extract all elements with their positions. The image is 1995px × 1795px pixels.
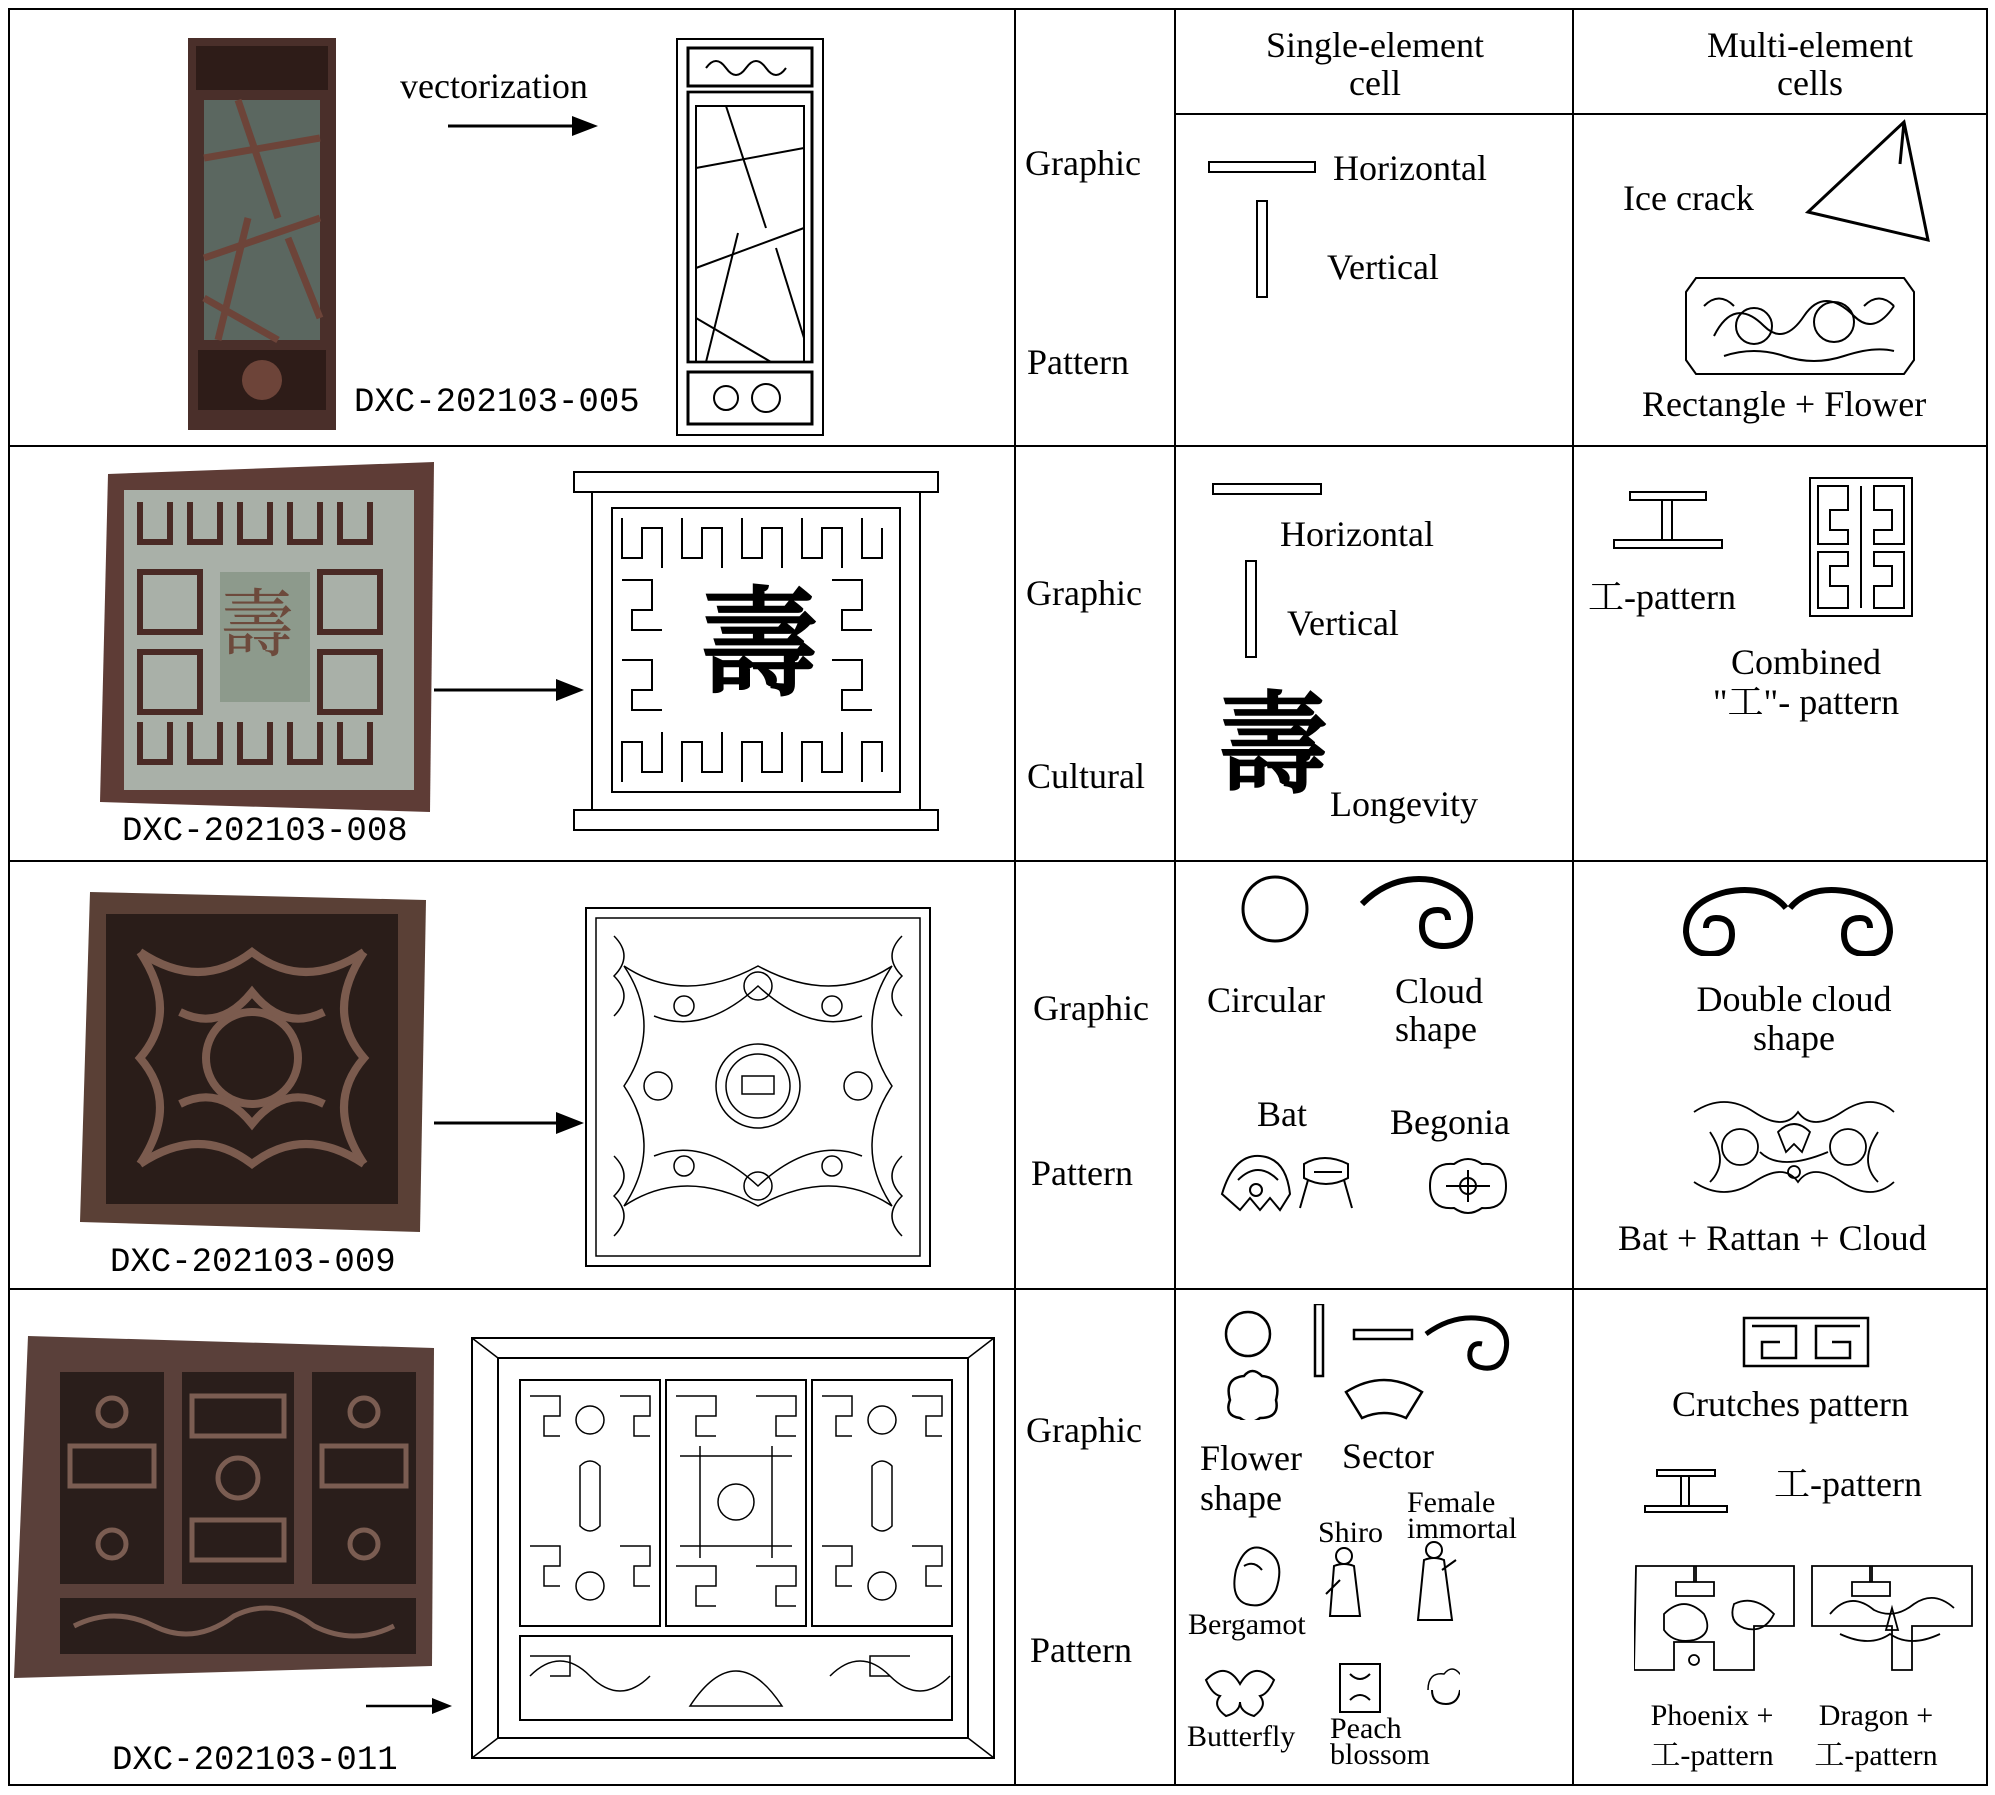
single-peach-blossom: Peach blossom xyxy=(1330,1712,1431,1771)
photo-id-008: DXC-202103-008 xyxy=(122,813,408,851)
multi-dragon-gong: Dragon + 工-pattern xyxy=(1814,1699,1938,1772)
arrow-icon xyxy=(434,678,584,702)
single-bergamot: Bergamot xyxy=(1188,1608,1306,1641)
category-graphic-4: Graphic xyxy=(1026,1410,1142,1450)
multi-combined-gong-pattern: Combined "工"- pattern xyxy=(1712,642,1900,722)
arrow-icon xyxy=(448,115,598,137)
multi-gong-pattern-1: 工-pattern xyxy=(1588,577,1736,617)
column-divider-1 xyxy=(1014,8,1016,1786)
window-drawing-005 xyxy=(676,38,824,436)
single-female-immortal: Female immortal xyxy=(1407,1486,1517,1545)
vertical-bar-icon xyxy=(1255,200,1269,300)
photo-id-011: DXC-202103-011 xyxy=(112,1742,398,1780)
single-vertical-1: Vertical xyxy=(1327,247,1439,287)
arrow-icon xyxy=(366,1696,452,1716)
longevity-glyph-photo: 壽 xyxy=(220,582,294,668)
dragon-gong-icon xyxy=(1810,1564,1974,1674)
crutches-pattern-icon xyxy=(1742,1316,1870,1368)
single-horizontal-2: Horizontal xyxy=(1280,514,1434,554)
longevity-glyph-icon: 壽 xyxy=(1218,680,1328,809)
horizontal-bar-icon xyxy=(1212,482,1324,496)
cloud-icon xyxy=(1358,874,1476,950)
row-divider-2 xyxy=(8,860,1988,862)
window-photo-011 xyxy=(14,1336,434,1678)
window-drawing-009 xyxy=(584,906,932,1268)
multi-crutches-pattern: Crutches pattern xyxy=(1672,1384,1909,1424)
combined-gong-pattern-icon xyxy=(1808,476,1914,618)
longevity-glyph-drawing: 壽 xyxy=(700,574,819,713)
single-circular: Circular xyxy=(1207,980,1325,1020)
multi-gong-pattern-2: 工-pattern xyxy=(1774,1464,1922,1504)
single-shiro: Shiro xyxy=(1318,1516,1384,1549)
single-begonia: Begonia xyxy=(1390,1102,1510,1142)
multi-phoenix-gong: Phoenix + 工-pattern xyxy=(1650,1699,1774,1772)
single-flower-shape: Flower shape xyxy=(1200,1438,1302,1518)
rectangle-flower-icon xyxy=(1684,276,1916,376)
category-pattern-4: Pattern xyxy=(1030,1630,1132,1670)
multi-ice-crack: Ice crack xyxy=(1623,178,1754,218)
single-vertical-2: Vertical xyxy=(1287,603,1399,643)
window-photo-009 xyxy=(80,892,426,1232)
single-elements-icons xyxy=(1220,1304,1520,1420)
border-bottom xyxy=(8,1784,1988,1786)
bat-rattan-cloud-icon xyxy=(1690,1092,1898,1200)
row-divider-3 xyxy=(8,1288,1988,1290)
category-cultural-2: Cultural xyxy=(1027,756,1145,796)
category-graphic-1: Graphic xyxy=(1025,143,1141,183)
photo-id-005: DXC-202103-005 xyxy=(354,384,640,422)
double-cloud-icon xyxy=(1682,886,1894,956)
multi-bat-rattan-cloud: Bat + Rattan + Cloud xyxy=(1618,1218,1927,1258)
category-pattern-1: Pattern xyxy=(1027,342,1129,382)
border-left xyxy=(8,8,10,1786)
vertical-bar-icon xyxy=(1244,560,1258,660)
border-top xyxy=(8,8,1988,10)
category-graphic-2: Graphic xyxy=(1026,573,1142,613)
multi-double-cloud: Double cloud shape xyxy=(1696,979,1892,1058)
header-divider xyxy=(1174,113,1988,115)
ice-crack-icon xyxy=(1800,118,1930,246)
multi-rectangle-flower: Rectangle + Flower xyxy=(1642,384,1927,424)
gong-pattern-icon xyxy=(1643,1468,1729,1514)
single-sector: Sector xyxy=(1342,1436,1434,1476)
row-divider-1 xyxy=(8,445,1988,447)
window-photo-005 xyxy=(188,38,336,430)
header-single: Single-element cell xyxy=(1266,25,1484,103)
window-drawing-011 xyxy=(470,1336,996,1760)
single-bat: Bat xyxy=(1257,1094,1307,1134)
column-divider-3 xyxy=(1572,8,1574,1786)
gong-pattern-icon xyxy=(1612,490,1724,550)
single-horizontal-1: Horizontal xyxy=(1333,148,1487,188)
photo-id-009: DXC-202103-009 xyxy=(110,1244,396,1282)
category-pattern-3: Pattern xyxy=(1031,1153,1133,1193)
phoenix-gong-icon xyxy=(1634,1564,1796,1674)
column-divider-2 xyxy=(1174,8,1176,1786)
vectorization-label: vectorization xyxy=(400,66,588,106)
arrow-icon xyxy=(434,1111,584,1135)
single-longevity: Longevity xyxy=(1330,784,1478,824)
single-cloud-shape: Cloud shape xyxy=(1395,971,1484,1049)
circle-icon xyxy=(1240,874,1310,944)
begonia-icon xyxy=(1420,1156,1516,1216)
bat-icon xyxy=(1218,1150,1358,1212)
category-graphic-3: Graphic xyxy=(1033,988,1149,1028)
bottom-motif-icons xyxy=(1200,1660,1460,1720)
horizontal-bar-icon xyxy=(1208,160,1318,174)
single-butterfly: Butterfly xyxy=(1187,1720,1296,1753)
header-multi: Multi-element cells xyxy=(1707,25,1913,103)
border-right xyxy=(1986,8,1988,1786)
